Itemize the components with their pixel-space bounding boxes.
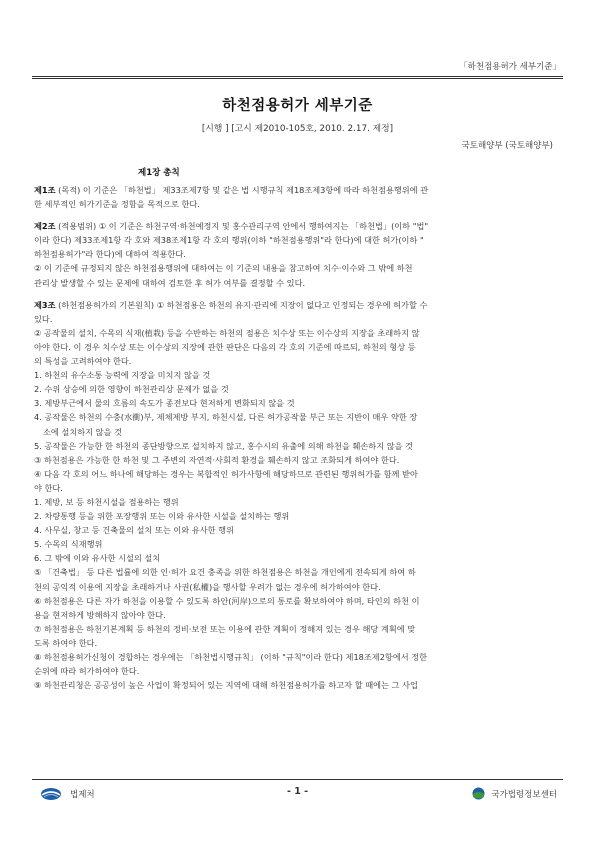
article-1 <box>34 183 561 211</box>
article-line: 1. 제방, 보 등 하천시설을 점용하는 행위 <box>34 496 179 507</box>
article-line: ② 이 기준에 규정되지 않은 하천점용행위에 대하여는 이 기준의 내용을 참고하여 치수·이수와 그 밖에 하천 <box>34 263 413 274</box>
article-line: ⑥ 하천점용은 다른 자가 하천을 이용할 수 있도록 하안(河岸)으로의 통로를 확보하여야 하며, 타인의 하천 이 <box>34 595 420 606</box>
article-line: 있다. <box>34 313 53 324</box>
article-line: 4. 사무실, 창고 등 건축물의 설치 또는 이와 유사한 행위 <box>34 525 234 536</box>
article-line: 2. 수위 상승에 의한 영향이 하천관리상 문제가 없을 것 <box>34 384 229 395</box>
footer-publisher: 법제처 <box>70 790 95 800</box>
article-line: ② 공작물의 설치, 수목의 식재(植栽) 등을 수반하는 하천의 점용은 치수상 또는 이수상의 지장을 초래하지 않 <box>34 327 420 338</box>
footer-right <box>472 787 557 800</box>
article-line: 5. 공작물은 가능한 한 하천의 종단방향으로 설치하지 않고, 홍수시의 유출에 의해 하천을 훼손하지 않을 것 <box>34 440 414 451</box>
article-line: 순위에 따라 허가하여야 한다. <box>34 666 140 677</box>
ministry-name: 국토해양부 (국토해양부) <box>461 141 553 151</box>
article-line: 3. 제방부근에서 물의 흐름의 속도가 종전보다 현저하게 변화되지 않을 것 <box>34 398 295 409</box>
article-line: 6. 그 밖에 이와 유사한 시설의 설치 <box>34 553 161 564</box>
page-number: - 1 - <box>286 786 309 797</box>
article-line: ⑧ 하천점용허가신청이 경합하는 경우에는 「하천법시행규칙」 (이하 "규칙"이라 한다) 제18조제2항에서 정한 <box>34 652 428 662</box>
article-number: 제2조 <box>34 221 56 232</box>
article-line: 제3조 (하천점용허가의 기본원칙) ① 하천점용은 하천의 유지·관리에 지장이 없다고 인정되는 경우에 허가할 수 <box>34 299 428 310</box>
article-number: 제1조 <box>34 185 56 195</box>
footer-source: 국가법령정보센터 <box>491 789 557 800</box>
document-title: 하천점용허가 세부기준 <box>222 98 373 114</box>
article-line: 소에 설치하지 않을 것 <box>43 426 122 437</box>
article-line: 4. 공작물은 하천의 수충(水衝)부, 제체제방 부지, 하천시설, 다른 허가공작물 부근 또는 지반이 매우 약한 장 <box>34 412 418 423</box>
article-line: 용을 현저하게 방해하지 않아야 한다. <box>34 609 166 620</box>
enforcement-info: [시행 ] [고시 제2010-105호, 2010. 2.17. 제정] <box>201 124 394 134</box>
article-line: 관리상 발생할 수 있는 문제에 대하여 검토한 후 허가 여부를 결정할 수 있다. <box>34 277 306 288</box>
article-line: 1. 하천의 유수소통 능력에 지장을 미치지 않을 것 <box>34 370 211 381</box>
article-line: 이라 한다) 제33조제1항 각 호와 제38조제1항 각 호의 행위(이하 "하천점용행위"라 한다)에 대한 허가(이하 " <box>34 235 424 246</box>
header-divider <box>32 76 563 79</box>
article-line: ④ 다음 각 호의 어느 하나에 해당하는 경우는 복합적인 허가사항에 해당하므로 관련된 행위허가를 함께 받아 <box>34 468 418 479</box>
article-line: 도록 하여야 한다. <box>34 637 98 648</box>
chapter-heading: 제1장 총칙 <box>138 168 180 178</box>
footer-divider <box>32 779 563 780</box>
article-line: 한 세부적인 허가기준을 정함을 목적으로 한다. <box>34 199 200 210</box>
article-line: ⑤ 「건축법」 등 다른 법률에 의한 인·허가 요건 충족을 위한 하천점용은 하천을 개인에게 전속되게 하여 하 <box>34 567 416 578</box>
article-line: 5. 수목의 식재행위 <box>34 539 103 550</box>
article-line: ⑦ 하천점용은 하천기본계획 등 하천의 정비·보전 또는 이용에 관한 계획이 정해져 있는 경우 해당 계획에 맞 <box>34 623 416 634</box>
law-center-logo-icon <box>472 787 485 800</box>
article-line: ⑨ 하천관리청은 공공성이 높은 사업이 확정되어 있는 지역에 대해 하천점용허가를 하고자 할 때에는 그 사업 <box>34 680 418 691</box>
article-line: 의 특성을 고려하여야 한다. <box>34 356 132 367</box>
article-3 <box>34 298 561 693</box>
article-line: 제2조 (적용범위) ① 이 기준은 하천구역·하천예정지 및 홍수관리구역 안에서 행하여지는 「하천법」(이하 "법" <box>34 221 429 232</box>
article-line: 하천점용허가"라 한다)에 대하여 적용한다. <box>34 249 186 260</box>
article-line: 천의 공익적 이용에 지장을 초래하거나 사권(私權)을 행사할 우려가 없는 경우에 허가하여야 한다. <box>34 581 381 592</box>
article-number: 제3조 <box>34 299 56 310</box>
article-2 <box>34 219 561 289</box>
article-line: ③ 하천점용은 가능한 한 하천 및 그 주변의 자연적·사회적 환경을 훼손하지 않고 조화되게 하여야 한다. <box>34 454 400 465</box>
document-body <box>34 183 561 692</box>
article-line: 야 한다. <box>34 482 63 493</box>
article-line: 2. 차량통행 등을 위한 포장행위 또는 이와 유사한 시설을 설치하는 행위 <box>34 511 290 522</box>
running-header: 「하천점용허가 세부기준」 <box>459 62 561 72</box>
article-line: 아야 한다. 이 경우 치수상 또는 이수상의 지장에 관한 판단은 다음의 각 호의 기준에 따르되, 하천의 형상 등 <box>34 341 416 352</box>
article-line: 제1조 (목적) 이 기준은 「하천법」 제33조제7항 및 같은 법 시행규칙 제18조제3항에 따라 하천점용행위에 관 <box>34 185 429 195</box>
